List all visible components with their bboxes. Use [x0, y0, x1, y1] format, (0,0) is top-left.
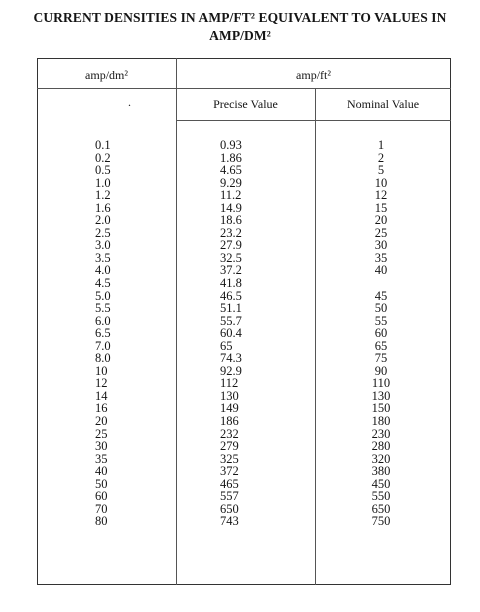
amp-dm2-cell: 10 [95, 363, 108, 378]
amp-dm2-cell: 40 [95, 464, 108, 479]
column-nominal-value [366, 139, 396, 528]
precise-value-cell: 232 [220, 426, 239, 441]
header-rule-bottom [176, 120, 451, 121]
header-precise-value: Precise Value [213, 97, 278, 111]
nominal-value-cell: 20 [374, 213, 388, 228]
nominal-value-cell: 90 [374, 363, 388, 378]
header-amp-dm2: amp/dm² [85, 68, 128, 82]
nominal-value-cell: 110 [371, 376, 391, 391]
nominal-value-cell: 450 [371, 476, 391, 491]
header-nominal-value: Nominal Value [346, 97, 420, 111]
amp-dm2-cell: 30 [95, 439, 108, 454]
amp-dm2-cell: 80 [95, 514, 108, 529]
precise-value-cell: 372 [220, 464, 239, 479]
nominal-value-cell [366, 277, 396, 290]
amp-dm2-cell: 5.5 [95, 301, 111, 316]
amp-dm2-cell: 3.5 [95, 250, 111, 265]
title-line-1: CURRENT DENSITIES IN AMP/FT² EQUIVALENT TO VALUES IN [33, 10, 447, 25]
precise-value-cell: 186 [220, 414, 239, 429]
title-line-2: AMP/DM² [209, 28, 271, 43]
nominal-value-cell: 30 [374, 238, 388, 253]
precise-value-cell: 74.3 [220, 351, 242, 366]
amp-dm2-cell: 0.5 [95, 163, 111, 178]
precise-value-cell: 4.65 [220, 163, 242, 178]
nominal-value-cell: 55 [374, 313, 388, 328]
column-precise-value [220, 139, 270, 528]
precise-value-cell: 27.9 [220, 238, 242, 253]
precise-value-cell: 9.29 [220, 175, 242, 190]
nominal-value-cell: 12 [374, 188, 388, 203]
precise-value-cell: 465 [220, 476, 239, 491]
precise-value-cell: 92.9 [220, 363, 242, 378]
nominal-value-cell: 1 [377, 138, 385, 152]
precise-value-cell: 279 [220, 439, 239, 454]
precise-value-cell: 14.9 [220, 200, 242, 215]
nominal-value-cell: 5 [377, 163, 385, 178]
amp-dm2-cell: 14 [95, 388, 108, 403]
precise-value-cell: 60.4 [220, 326, 242, 341]
precise-value-cell: 325 [220, 451, 239, 466]
amp-dm2-cell: 60 [95, 489, 108, 504]
nominal-value-cell: 35 [374, 250, 388, 265]
amp-dm2-cell: 6.0 [95, 313, 111, 328]
page-title [30, 9, 450, 45]
nominal-value-cell: 40 [374, 263, 388, 278]
nominal-value-cell: 2 [377, 150, 385, 165]
header-dot: . [128, 95, 131, 109]
nominal-value-cell: 75 [374, 351, 388, 366]
amp-dm2-cell: 2.5 [95, 225, 111, 240]
amp-dm2-cell: 50 [95, 476, 108, 491]
amp-dm2-cell: 35 [95, 451, 108, 466]
nominal-value-cell: 50 [374, 301, 388, 316]
header-rule-top [37, 88, 451, 89]
precise-value-cell: 149 [220, 401, 239, 416]
amp-dm2-cell: 3.0 [95, 238, 111, 253]
nominal-value-cell: 650 [371, 501, 391, 516]
nominal-value-cell: 15 [374, 200, 388, 215]
column-divider-2 [315, 88, 316, 585]
amp-dm2-cell: 5.0 [95, 288, 111, 303]
amp-dm2-cell: 0.2 [95, 150, 111, 165]
nominal-value-cell: 230 [371, 426, 391, 441]
precise-value-cell: 18.6 [220, 213, 242, 228]
amp-dm2-cell: 1.2 [95, 188, 111, 203]
nominal-value-cell: 280 [371, 439, 391, 454]
nominal-value-cell: 60 [374, 326, 388, 341]
amp-dm2-cell: 0.1 [95, 138, 111, 152]
amp-dm2-cell: 70 [95, 501, 108, 516]
amp-dm2-cell: 8.0 [95, 351, 111, 366]
precise-value-cell: 32.5 [220, 250, 242, 265]
nominal-value-cell: 550 [371, 489, 391, 504]
precise-value-cell: 11.2 [220, 188, 242, 203]
amp-dm2-cell: 20 [95, 414, 108, 429]
precise-value-cell: 1.86 [220, 150, 242, 165]
column-amp-dm2 [95, 139, 135, 528]
header-amp-ft2: amp/ft² [296, 68, 331, 82]
nominal-value-cell: 750 [371, 514, 391, 529]
nominal-value-cell: 150 [371, 401, 391, 416]
precise-value-cell: 65 [220, 338, 233, 353]
precise-value-cell: 557 [220, 489, 239, 504]
precise-value-cell: 23.2 [220, 225, 242, 240]
amp-dm2-cell: 12 [95, 376, 108, 391]
precise-value-cell: 0.93 [220, 138, 242, 152]
nominal-value-cell: 65 [374, 338, 388, 353]
precise-value-cell: 51.1 [220, 301, 242, 316]
precise-value-cell: 650 [220, 501, 239, 516]
amp-dm2-cell: 16 [95, 401, 108, 416]
nominal-value-cell: 10 [374, 175, 388, 190]
amp-dm2-cell: 6.5 [95, 326, 111, 341]
amp-dm2-cell: 2.0 [95, 213, 111, 228]
amp-dm2-cell: 25 [95, 426, 108, 441]
nominal-value-cell: 45 [374, 288, 388, 303]
nominal-value-cell: 130 [371, 388, 391, 403]
amp-dm2-cell: 4.0 [95, 263, 111, 278]
precise-value-cell: 37.2 [220, 263, 242, 278]
precise-value-cell: 46.5 [220, 288, 242, 303]
nominal-value-cell: 320 [371, 451, 391, 466]
amp-dm2-cell: 4.5 [95, 276, 111, 291]
precise-value-cell: 55.7 [220, 313, 242, 328]
amp-dm2-cell: 1.6 [95, 200, 111, 215]
nominal-value-cell: 180 [371, 414, 391, 429]
precise-value-cell: 112 [220, 376, 239, 391]
nominal-value-cell: 380 [371, 464, 391, 479]
precise-value-cell: 130 [220, 388, 239, 403]
precise-value-cell: 41.8 [220, 276, 242, 291]
column-divider-1 [176, 58, 177, 585]
nominal-value-cell: 25 [374, 225, 388, 240]
amp-dm2-cell: 1.0 [95, 175, 111, 190]
amp-dm2-cell: 7.0 [95, 338, 111, 353]
precise-value-cell: 743 [220, 514, 239, 529]
